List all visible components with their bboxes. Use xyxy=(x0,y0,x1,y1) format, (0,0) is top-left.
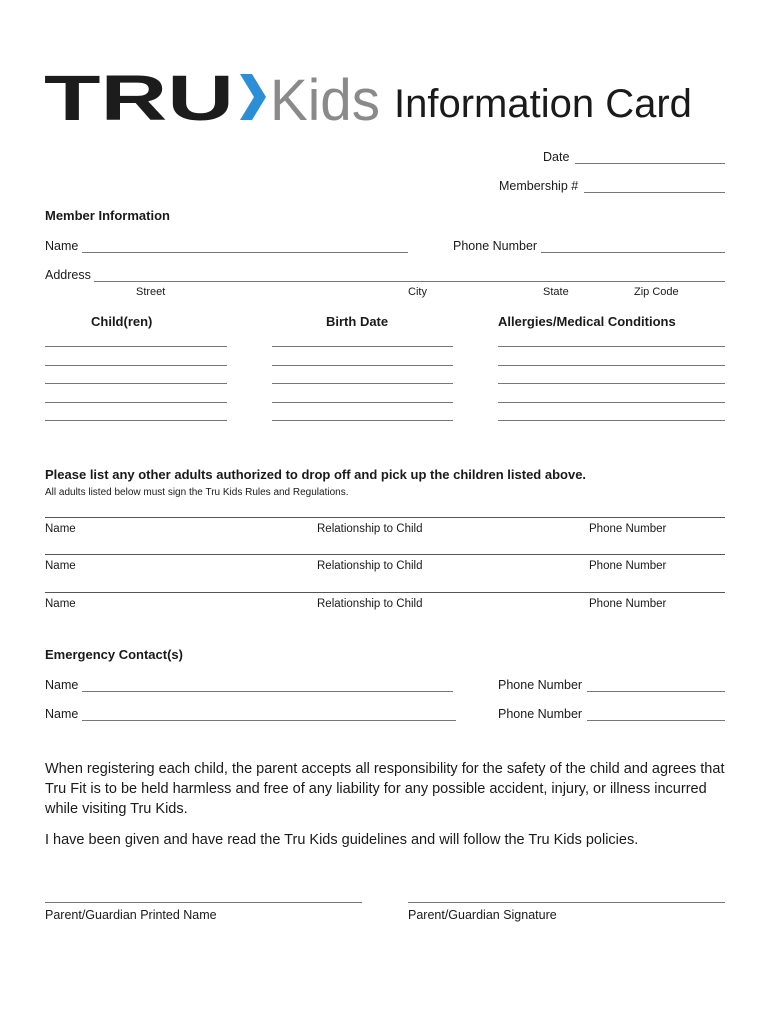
adult-row-divider xyxy=(45,517,725,518)
adult-name-field[interactable]: Name xyxy=(45,598,76,610)
address-field[interactable] xyxy=(94,281,725,282)
member-name-label: Name xyxy=(45,239,79,253)
adult-phone-field[interactable]: Phone Number xyxy=(589,523,667,535)
member-phone-field[interactable] xyxy=(541,252,725,253)
member-info-heading: Member Information xyxy=(45,208,170,223)
child-birthdate-field[interactable] xyxy=(272,402,453,403)
printed-name-field[interactable] xyxy=(45,902,362,903)
emergency-phone-label: Phone Number xyxy=(498,678,583,692)
zip-caption: Zip Code xyxy=(634,286,679,298)
adult-name-field[interactable]: Name xyxy=(45,560,76,572)
child-name-field[interactable] xyxy=(45,402,227,403)
child-allergies-field[interactable] xyxy=(498,346,725,347)
membership-field[interactable] xyxy=(584,192,725,193)
child-birthdate-field[interactable] xyxy=(272,365,453,366)
child-allergies-field[interactable] xyxy=(498,420,725,421)
emergency-phone-field[interactable] xyxy=(587,691,725,692)
address-label: Address xyxy=(45,268,91,282)
child-allergies-field[interactable] xyxy=(498,402,725,403)
adult-relationship-field[interactable]: Relationship to Child xyxy=(317,523,423,535)
member-phone-label: Phone Number xyxy=(453,239,538,253)
adult-relationship-field[interactable]: Relationship to Child xyxy=(317,560,423,572)
emergency-name-label: Name xyxy=(45,707,79,721)
child-allergies-field[interactable] xyxy=(498,365,725,366)
child-birthdate-field[interactable] xyxy=(272,346,453,347)
child-birthdate-field[interactable] xyxy=(272,383,453,384)
child-birthdate-field[interactable] xyxy=(272,420,453,421)
child-name-field[interactable] xyxy=(45,365,227,366)
authorized-adults-note: All adults listed below must sign the Tru Kids Rules and Regulations. xyxy=(45,487,349,498)
logo-kids-text: Kids xyxy=(270,68,380,128)
children-column-header: Child(ren) xyxy=(91,314,153,329)
adult-row-divider xyxy=(45,554,725,555)
emergency-name-field[interactable] xyxy=(82,720,456,721)
emergency-name-field[interactable] xyxy=(82,691,453,692)
emergency-phone-field[interactable] xyxy=(587,720,725,721)
adult-relationship-field[interactable]: Relationship to Child xyxy=(317,598,423,610)
emergency-phone-label: Phone Number xyxy=(498,707,583,721)
liability-paragraph: When registering each child, the parent accepts all responsibility for the safety of the child and agrees that Tru Fit is to be held harmless and free of any liability for any possible accident, injury, or illness incurred while visiting Tru Kids. xyxy=(45,761,725,817)
child-name-field[interactable] xyxy=(45,383,227,384)
state-caption: State xyxy=(543,286,569,298)
city-caption: City xyxy=(408,286,427,298)
adult-phone-field[interactable]: Phone Number xyxy=(589,560,667,572)
birthdate-column-header: Birth Date xyxy=(326,314,389,329)
date-label: Date xyxy=(543,150,570,164)
signature-field[interactable] xyxy=(408,902,725,903)
signature-label: Parent/Guardian Signature xyxy=(408,908,557,922)
page-title: Information Card xyxy=(394,82,692,126)
printed-name-label: Parent/Guardian Printed Name xyxy=(45,908,217,922)
logo-tru-text: TRU xyxy=(44,68,234,128)
member-name-field[interactable] xyxy=(82,252,408,253)
allergies-column-header: Allergies/Medical Conditions xyxy=(498,314,676,329)
trukids-logo xyxy=(44,68,384,128)
membership-label: Membership # xyxy=(499,179,579,193)
date-field[interactable] xyxy=(575,163,725,164)
street-caption: Street xyxy=(136,286,166,298)
emergency-name-label: Name xyxy=(45,678,79,692)
logo-chevron-icon xyxy=(240,74,266,120)
child-name-field[interactable] xyxy=(45,420,227,421)
authorized-adults-heading: Please list any other adults authorized to drop off and pick up the children listed above. xyxy=(45,467,587,482)
child-allergies-field[interactable] xyxy=(498,383,725,384)
adult-phone-field[interactable]: Phone Number xyxy=(589,598,667,610)
guidelines-paragraph: I have been given and have read the Tru Kids guidelines and will follow the Tru Kids policies. xyxy=(45,832,639,848)
logo-graphic xyxy=(44,68,384,128)
adult-row-divider xyxy=(45,592,725,593)
adult-name-field[interactable]: Name xyxy=(45,523,76,535)
child-name-field[interactable] xyxy=(45,346,227,347)
emergency-heading: Emergency Contact(s) xyxy=(45,647,183,662)
